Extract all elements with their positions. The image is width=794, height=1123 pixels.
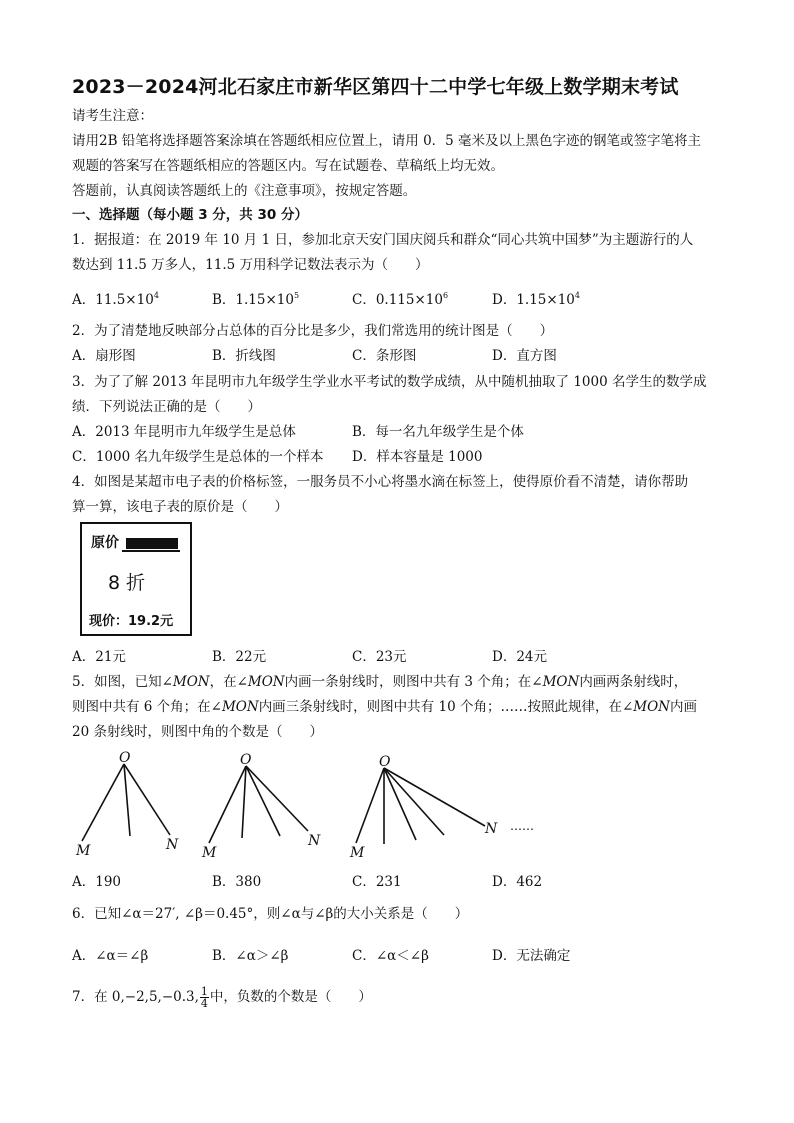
q4-option-b[interactable]: B．22元 xyxy=(212,649,267,665)
q2-option-a[interactable]: A．扇形图 xyxy=(72,348,136,364)
question-3-text: 绩．下列说法正确的是（ ） xyxy=(72,399,261,415)
label-o: O xyxy=(240,752,252,768)
notice-line: 答题前，认真阅读答题纸上的《注意事项》，按规定答题。 xyxy=(72,183,417,199)
q5-option-c[interactable]: C．231 xyxy=(352,874,402,890)
question-7-text: 7．在 0,−2,5,−0.3, $\frac{1}{4}$ 中，负数的个数是（ ） xyxy=(72,985,372,1010)
label-n: N xyxy=(166,837,179,853)
notice-line: 请用2B 铅笔将选择题答案涂填在答题纸相应位置上，请用 0．5 毫米及以上黑色字迹的钢笔或签字笔将主 xyxy=(72,133,702,149)
label-o: O xyxy=(119,750,131,766)
question-4-text: 算一算，该电子表的原价是（ ） xyxy=(72,499,288,515)
question-4-text: 4．如图是某超市电子表的价格标签，一服务员不小心将墨水滴在标签上，使得原价看不清楚，请你帮助 xyxy=(72,474,689,490)
ink-underline xyxy=(122,550,180,552)
question-5-text: 5．如图，已知∠MON，在∠MON内画一条射线时，则图中共有 3 个角；在∠MON内画两条射线时， xyxy=(72,674,688,690)
q1-option-b[interactable]: B．$1.15\times 10^5$ xyxy=(212,291,300,308)
label-n: N xyxy=(308,833,321,849)
q1-option-a[interactable]: A．$11.5\times 10^4$ xyxy=(72,291,159,308)
question-6-text: 6．已知∠α＝27′, ∠β＝0.45°，则∠α与∠β的大小关系是（ ） xyxy=(72,906,469,922)
q3-option-c[interactable]: C．1000 名九年级学生是总体的一个样本 xyxy=(72,449,324,465)
exam-title: 2023－2024河北石家庄市新华区第四十二中学七年级上数学期末考试 xyxy=(72,76,679,98)
label-m: M xyxy=(202,845,217,861)
q1-option-c[interactable]: C．$0.115\times 10^6$ xyxy=(352,291,449,308)
q4-option-c[interactable]: C．23元 xyxy=(352,649,407,665)
q5-option-a[interactable]: A．190 xyxy=(72,874,122,890)
label-m: M xyxy=(350,845,365,861)
continuation-dots: …… xyxy=(510,819,534,833)
q6-option-c[interactable]: C．∠α＜∠β xyxy=(352,948,429,964)
question-5-text: 20 条射线时，则图中角的个数是（ ） xyxy=(72,724,323,740)
question-1-text: 1．据报道：在 2019 年 10 月 1 日，参加北京天安门国庆阅兵和群众“同心共筑中国梦”为主题游行的人 xyxy=(72,232,694,248)
question-2-text: 2．为了清楚地反映部分占总体的百分比是多少，我们常选用的统计图是（ ） xyxy=(72,323,554,339)
notice-line: 观题的答案写在答题纸相应的答题区内。写在试题卷、草稿纸上均无效。 xyxy=(72,158,504,174)
q5-option-d[interactable]: D．462 xyxy=(492,874,543,890)
q2-option-b[interactable]: B．折线图 xyxy=(212,348,276,364)
label-n: N xyxy=(485,821,498,837)
tag-original-price-label: 原价 xyxy=(91,535,119,551)
notice-heading: 请考生注意： xyxy=(72,108,153,124)
q4-option-d[interactable]: D．24元 xyxy=(492,649,548,665)
price-tag-figure xyxy=(80,522,192,636)
q2-option-d[interactable]: D．直方图 xyxy=(492,348,557,364)
question-3-text: 3．为了了解 2013 年昆明市九年级学生学业水平考试的数学成绩，从中随机抽取了 1000 名学生的数学成 xyxy=(72,374,707,390)
label-o: O xyxy=(379,754,391,770)
q4-option-a[interactable]: A．21元 xyxy=(72,649,126,665)
q5-option-b[interactable]: B．380 xyxy=(212,874,262,890)
question-5-text: 则图中共有 6 个角；在∠MON内画三条射线时，则图中共有 10 个角；……按照此规律，在∠MON内画 xyxy=(72,699,697,715)
q6-option-a[interactable]: A．∠α＝∠β xyxy=(72,948,149,964)
section-heading: 一、选择题（每小题 3 分，共 30 分） xyxy=(72,207,308,223)
q3-option-b[interactable]: B．每一名九年级学生是个体 xyxy=(352,424,524,440)
question-1-text: 数达到 11.5 万多人，11.5 万用科学记数法表示为（ ） xyxy=(72,257,429,273)
fraction: $\frac{1}{4}$ xyxy=(200,985,208,1010)
q1-option-d[interactable]: D．$1.15\times 10^4$ xyxy=(492,291,580,308)
rays-figure xyxy=(72,748,562,863)
tag-current-price: 现价：19.2元 xyxy=(89,614,174,629)
q3-option-a[interactable]: A．2013 年昆明市九年级学生是总体 xyxy=(72,424,296,440)
q6-option-d[interactable]: D．无法确定 xyxy=(492,948,571,964)
ink-blot xyxy=(126,538,178,549)
tag-discount: 8 折 xyxy=(108,572,146,594)
label-m: M xyxy=(76,843,91,859)
q2-option-c[interactable]: C．条形图 xyxy=(352,348,417,364)
q3-option-d[interactable]: D．样本容量是 1000 xyxy=(352,449,483,465)
q6-option-b[interactable]: B．∠α＞∠β xyxy=(212,948,289,964)
